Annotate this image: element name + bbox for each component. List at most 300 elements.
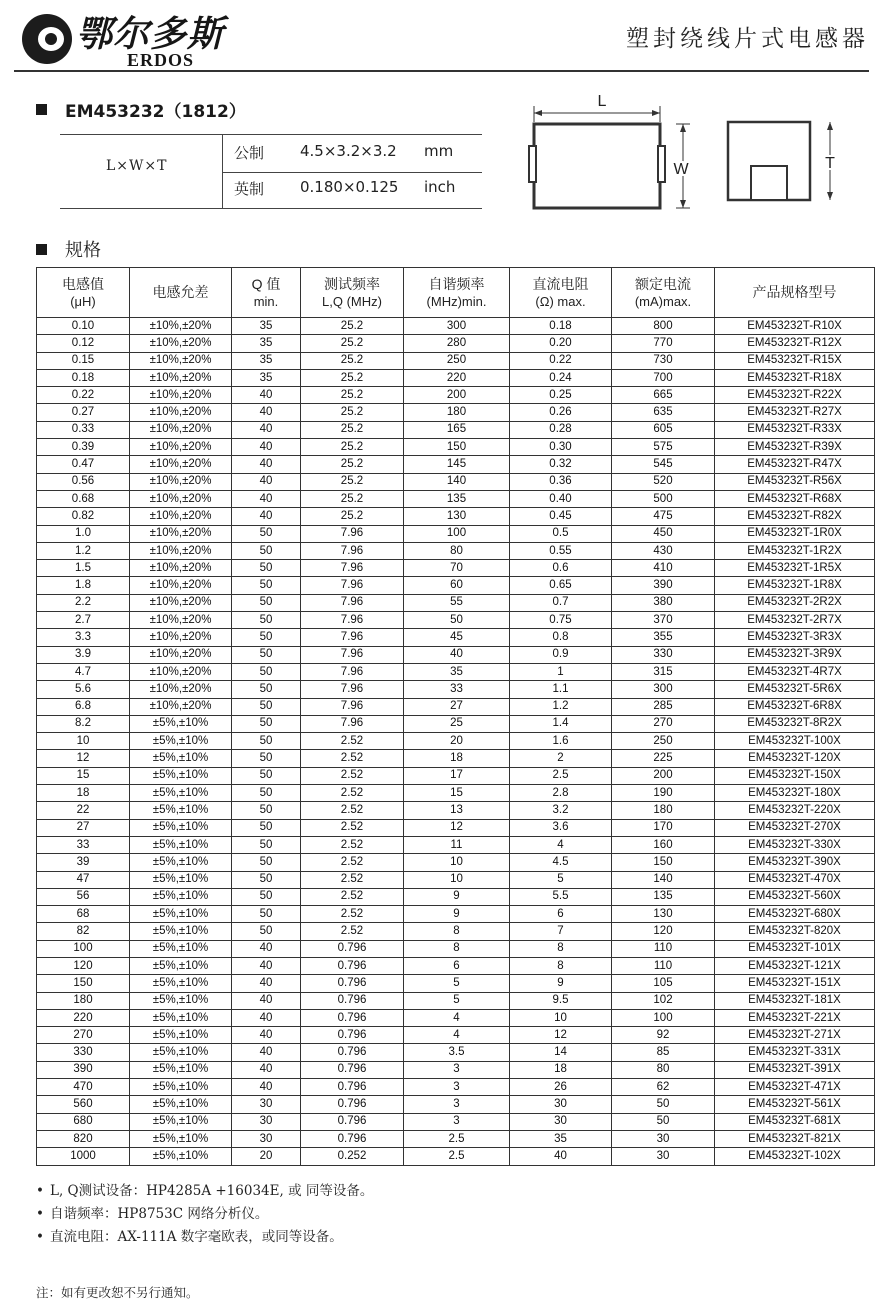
table-cell: 25.2: [301, 369, 404, 386]
dimension-mid-rule: [222, 172, 482, 173]
table-cell: 12: [510, 1027, 612, 1044]
table-cell: 82: [37, 923, 130, 940]
table-cell: ±5%,±10%: [130, 992, 232, 1009]
table-cell: 33: [404, 681, 510, 698]
table-cell: 30: [232, 1113, 301, 1130]
table-cell: 7.96: [301, 646, 404, 663]
table-cell: ±10%,±20%: [130, 560, 232, 577]
table-cell: ±5%,±10%: [130, 750, 232, 767]
table-cell: 3.6: [510, 819, 612, 836]
table-cell: 18: [404, 750, 510, 767]
table-cell: 180: [37, 992, 130, 1009]
table-cell: 27: [404, 698, 510, 715]
table-row: [37, 646, 875, 663]
table-cell: ±10%,±20%: [130, 490, 232, 507]
table-cell: 520: [612, 473, 715, 490]
table-cell: 40: [232, 975, 301, 992]
table-cell: 18: [510, 1061, 612, 1078]
length-arrow-right-icon: [652, 110, 660, 116]
table-cell: ±10%,±20%: [130, 318, 232, 335]
table-cell: 100: [612, 1009, 715, 1026]
table-row: [37, 785, 875, 802]
table-cell: 62: [612, 1079, 715, 1096]
table-cell: 8: [404, 940, 510, 957]
table-cell: 0.25: [510, 387, 612, 404]
table-cell: ±10%,±20%: [130, 681, 232, 698]
table-cell: 0.12: [37, 335, 130, 352]
table-cell: EM453232T-102X: [715, 1148, 875, 1165]
table-cell: 1.4: [510, 715, 612, 732]
table-cell: 15: [37, 767, 130, 784]
table-cell: EM453232T-1R8X: [715, 577, 875, 594]
table-cell: ±10%,±20%: [130, 387, 232, 404]
table-row: [37, 490, 875, 507]
table-cell: 35: [232, 352, 301, 369]
table-cell: 30: [510, 1096, 612, 1113]
table-row: [37, 508, 875, 525]
table-cell: EM453232T-121X: [715, 957, 875, 974]
table-cell: 135: [612, 888, 715, 905]
table-cell: 470: [37, 1079, 130, 1096]
component-body-front: [534, 124, 660, 208]
logo-english-name: ERDOS: [127, 50, 195, 70]
table-cell: EM453232T-3R3X: [715, 629, 875, 646]
table-cell: EM453232T-6R8X: [715, 698, 875, 715]
column-header: [715, 268, 875, 318]
table-cell: 1.6: [510, 733, 612, 750]
table-cell: ±10%,±20%: [130, 421, 232, 438]
column-header: [130, 268, 232, 318]
note-item: • 自谐频率：HP8753C 网络分析仪。: [36, 1203, 373, 1226]
table-row: [37, 1009, 875, 1026]
table-cell: 285: [612, 698, 715, 715]
table-cell: 35: [510, 1130, 612, 1147]
table-cell: 180: [404, 404, 510, 421]
table-cell: 300: [404, 318, 510, 335]
table-cell: 14: [510, 1044, 612, 1061]
table-cell: 50: [232, 715, 301, 732]
table-cell: 110: [612, 940, 715, 957]
table-cell: 27: [37, 819, 130, 836]
table-cell: ±5%,±10%: [130, 854, 232, 871]
table-cell: 390: [612, 577, 715, 594]
table-cell: 120: [37, 957, 130, 974]
table-cell: 0.22: [37, 387, 130, 404]
table-cell: EM453232T-390X: [715, 854, 875, 871]
table-cell: 9: [404, 906, 510, 923]
table-cell: 7.96: [301, 698, 404, 715]
table-cell: EM453232T-4R7X: [715, 663, 875, 680]
table-row: [37, 1130, 875, 1147]
table-cell: ±5%,±10%: [130, 715, 232, 732]
table-cell: 410: [612, 560, 715, 577]
table-cell: 0.24: [510, 369, 612, 386]
table-cell: ±10%,±20%: [130, 646, 232, 663]
dimension-label: L×W×T: [106, 158, 168, 174]
table-cell: 0.36: [510, 473, 612, 490]
table-cell: 0.5: [510, 525, 612, 542]
table-cell: ±5%,±10%: [130, 819, 232, 836]
table-cell: 40: [232, 1079, 301, 1096]
table-row: [37, 594, 875, 611]
table-cell: 17: [404, 767, 510, 784]
table-cell: EM453232T-1R0X: [715, 525, 875, 542]
table-cell: EM453232T-150X: [715, 767, 875, 784]
model-heading: [36, 97, 246, 122]
table-cell: 50: [232, 594, 301, 611]
table-cell: 4.5: [510, 854, 612, 871]
table-row: [37, 629, 875, 646]
table-cell: 0.47: [37, 456, 130, 473]
table-cell: 10: [510, 1009, 612, 1026]
table-cell: ±5%,±10%: [130, 975, 232, 992]
table-cell: 605: [612, 421, 715, 438]
table-cell: 2.8: [510, 785, 612, 802]
table-cell: 25.2: [301, 387, 404, 404]
table-cell: 50: [232, 767, 301, 784]
table-cell: 150: [612, 854, 715, 871]
dimension-top-rule: [60, 134, 482, 135]
table-cell: 25.2: [301, 335, 404, 352]
table-cell: EM453232T-821X: [715, 1130, 875, 1147]
table-cell: 40: [232, 387, 301, 404]
column-header: [404, 268, 510, 318]
table-cell: 3: [404, 1096, 510, 1113]
table-cell: EM453232T-8R2X: [715, 715, 875, 732]
table-cell: ±5%,±10%: [130, 871, 232, 888]
table-cell: 0.796: [301, 1113, 404, 1130]
header-divider: [14, 70, 869, 72]
table-cell: 7.96: [301, 542, 404, 559]
table-cell: ±10%,±20%: [130, 629, 232, 646]
table-row: [37, 473, 875, 490]
table-cell: ±5%,±10%: [130, 888, 232, 905]
table-cell: 8: [510, 940, 612, 957]
thickness-arrow-top-icon: [827, 122, 833, 130]
column-header: [37, 268, 130, 318]
table-cell: ±5%,±10%: [130, 923, 232, 940]
table-cell: ±10%,±20%: [130, 542, 232, 559]
table-cell: 2.52: [301, 923, 404, 940]
table-cell: 3.5: [404, 1044, 510, 1061]
table-cell: 2.52: [301, 750, 404, 767]
table-cell: ±10%,±20%: [130, 369, 232, 386]
table-cell: 730: [612, 352, 715, 369]
table-cell: 25.2: [301, 439, 404, 456]
table-cell: 220: [37, 1009, 130, 1026]
table-cell: ±5%,±10%: [130, 957, 232, 974]
table-cell: 30: [232, 1130, 301, 1147]
width-arrow-bottom-icon: [680, 200, 686, 208]
table-cell: 0.796: [301, 1027, 404, 1044]
table-cell: 820: [37, 1130, 130, 1147]
table-cell: 0.796: [301, 1079, 404, 1096]
table-cell: 80: [404, 542, 510, 559]
terminal-left: [529, 146, 536, 182]
table-cell: EM453232T-R82X: [715, 508, 875, 525]
table-row: [37, 1096, 875, 1113]
table-cell: 355: [612, 629, 715, 646]
note-item: • 直流电阻：AX-111A 数字毫欧表，或同等设备。: [36, 1226, 373, 1249]
table-cell: 0.796: [301, 1044, 404, 1061]
table-cell: 130: [404, 508, 510, 525]
table-cell: 30: [612, 1130, 715, 1147]
spec-heading: [36, 236, 101, 262]
table-cell: 25.2: [301, 473, 404, 490]
column-header-label: 电感允差: [152, 284, 209, 300]
table-cell: 545: [612, 456, 715, 473]
table-row: [37, 836, 875, 853]
table-cell: 68: [37, 906, 130, 923]
table-cell: ±10%,±20%: [130, 439, 232, 456]
table-cell: 7.96: [301, 577, 404, 594]
bullet-square-icon: [36, 104, 47, 115]
column-header-unit: (mA)max.: [634, 293, 692, 309]
note-item: • L, Q测试设备：HP4285A +16034E, 或 同等设备。: [36, 1180, 373, 1203]
table-cell: 50: [232, 888, 301, 905]
table-cell: 50: [232, 698, 301, 715]
bullet-square-icon: [36, 244, 47, 255]
table-row: [37, 767, 875, 784]
table-cell: ±10%,±20%: [130, 698, 232, 715]
table-cell: 8: [510, 957, 612, 974]
table-cell: 5: [404, 975, 510, 992]
table-cell: ±5%,±10%: [130, 1061, 232, 1078]
table-cell: 0.796: [301, 992, 404, 1009]
table-cell: EM453232T-R33X: [715, 421, 875, 438]
table-cell: 10: [404, 871, 510, 888]
table-cell: 20: [404, 733, 510, 750]
table-cell: 2.52: [301, 802, 404, 819]
table-cell: 430: [612, 542, 715, 559]
table-cell: 0.796: [301, 975, 404, 992]
table-cell: 3.9: [37, 646, 130, 663]
column-header: [612, 268, 715, 318]
table-cell: 0.32: [510, 456, 612, 473]
table-cell: EM453232T-220X: [715, 802, 875, 819]
table-cell: 50: [232, 663, 301, 680]
table-cell: 50: [232, 854, 301, 871]
table-cell: 4: [404, 1027, 510, 1044]
dimension-divider: [222, 134, 223, 208]
table-cell: 30: [510, 1113, 612, 1130]
table-row: [37, 940, 875, 957]
table-cell: ±5%,±10%: [130, 802, 232, 819]
table-cell: ±5%,±10%: [130, 767, 232, 784]
table-cell: 47: [37, 871, 130, 888]
table-cell: 0.15: [37, 352, 130, 369]
column-header: [232, 268, 301, 318]
imperial-label: 英制: [234, 180, 265, 198]
table-cell: 0.796: [301, 940, 404, 957]
table-cell: 25.2: [301, 421, 404, 438]
table-cell: EM453232T-221X: [715, 1009, 875, 1026]
table-row: [37, 1044, 875, 1061]
table-cell: 225: [612, 750, 715, 767]
table-cell: 40: [232, 490, 301, 507]
table-cell: 15: [404, 785, 510, 802]
table-row: [37, 1113, 875, 1130]
table-cell: 25.2: [301, 352, 404, 369]
column-header-unit: (Ω) max.: [535, 293, 586, 309]
table-cell: EM453232T-R47X: [715, 456, 875, 473]
outline-diagram: [520, 86, 835, 216]
column-header: [301, 268, 404, 318]
table-cell: 2.52: [301, 888, 404, 905]
table-cell: 270: [612, 715, 715, 732]
table-cell: 12: [37, 750, 130, 767]
table-cell: 0.55: [510, 542, 612, 559]
table-cell: EM453232T-561X: [715, 1096, 875, 1113]
table-cell: 50: [232, 785, 301, 802]
table-cell: EM453232T-R10X: [715, 318, 875, 335]
table-row: [37, 542, 875, 559]
table-cell: 55: [404, 594, 510, 611]
table-row: [37, 871, 875, 888]
imperial-value: 0.180×0.125: [300, 178, 399, 196]
table-cell: 270: [37, 1027, 130, 1044]
table-cell: 0.9: [510, 646, 612, 663]
table-cell: 25.2: [301, 508, 404, 525]
table-cell: ±5%,±10%: [130, 1079, 232, 1096]
table-cell: 2.52: [301, 906, 404, 923]
table-cell: 2.52: [301, 767, 404, 784]
table-cell: ±5%,±10%: [130, 906, 232, 923]
table-cell: 3.2: [510, 802, 612, 819]
column-header-label: 产品规格型号: [752, 284, 837, 300]
table-cell: 665: [612, 387, 715, 404]
table-cell: 45: [404, 629, 510, 646]
table-cell: ±10%,±20%: [130, 456, 232, 473]
table-cell: EM453232T-R22X: [715, 387, 875, 404]
table-cell: EM453232T-R68X: [715, 490, 875, 507]
table-cell: ±10%,±20%: [130, 663, 232, 680]
table-cell: 0.8: [510, 629, 612, 646]
table-row: [37, 923, 875, 940]
table-cell: ±10%,±20%: [130, 508, 232, 525]
table-cell: 7.96: [301, 715, 404, 732]
table-cell: 70: [404, 560, 510, 577]
table-cell: 1.2: [37, 542, 130, 559]
table-cell: 2.7: [37, 612, 130, 629]
table-cell: 6.8: [37, 698, 130, 715]
table-cell: 5: [510, 871, 612, 888]
table-cell: 50: [612, 1096, 715, 1113]
table-cell: 2.52: [301, 733, 404, 750]
table-cell: ±5%,±10%: [130, 836, 232, 853]
table-cell: 7.96: [301, 612, 404, 629]
table-row: [37, 698, 875, 715]
table-row: [37, 715, 875, 732]
table-cell: 50: [232, 646, 301, 663]
table-cell: 4.7: [37, 663, 130, 680]
table-cell: 4: [510, 836, 612, 853]
table-cell: EM453232T-470X: [715, 871, 875, 888]
table-cell: 7.96: [301, 629, 404, 646]
table-cell: 130: [612, 906, 715, 923]
table-cell: EM453232T-R56X: [715, 473, 875, 490]
table-cell: ±5%,±10%: [130, 1113, 232, 1130]
table-cell: 0.28: [510, 421, 612, 438]
table-cell: 100: [404, 525, 510, 542]
table-cell: 140: [404, 473, 510, 490]
table-cell: 280: [404, 335, 510, 352]
table-row: [37, 404, 875, 421]
table-cell: EM453232T-180X: [715, 785, 875, 802]
table-row: [37, 1079, 875, 1096]
table-cell: 0.796: [301, 1009, 404, 1026]
length-label: L: [597, 93, 607, 110]
table-cell: 40: [232, 404, 301, 421]
table-cell: 680: [37, 1113, 130, 1130]
table-cell: 50: [612, 1113, 715, 1130]
table-cell: EM453232T-560X: [715, 888, 875, 905]
table-cell: EM453232T-330X: [715, 836, 875, 853]
table-cell: 40: [232, 473, 301, 490]
table-cell: EM453232T-120X: [715, 750, 875, 767]
table-cell: ±5%,±10%: [130, 940, 232, 957]
table-cell: ±10%,±20%: [130, 352, 232, 369]
table-cell: 300: [612, 681, 715, 698]
table-cell: 0.30: [510, 439, 612, 456]
column-header-label: 直流电阻: [532, 275, 589, 292]
table-cell: EM453232T-391X: [715, 1061, 875, 1078]
table-cell: 560: [37, 1096, 130, 1113]
table-cell: 1.8: [37, 577, 130, 594]
column-header-label: 自谐频率: [428, 275, 485, 292]
table-cell: 190: [612, 785, 715, 802]
dimension-table: [60, 130, 482, 210]
table-cell: 0.252: [301, 1148, 404, 1165]
table-cell: EM453232T-181X: [715, 992, 875, 1009]
table-row: [37, 854, 875, 871]
table-cell: 4: [404, 1009, 510, 1026]
table-row: [37, 318, 875, 335]
test-notes: [36, 1180, 373, 1249]
table-cell: 140: [612, 871, 715, 888]
dimension-bottom-rule: [60, 208, 482, 209]
table-cell: 50: [232, 923, 301, 940]
table-cell: 10: [404, 854, 510, 871]
table-cell: ±10%,±20%: [130, 473, 232, 490]
table-cell: 2.52: [301, 836, 404, 853]
logo-chinese-name: 鄂尔多斯: [76, 13, 225, 55]
table-cell: EM453232T-2R7X: [715, 612, 875, 629]
table-cell: 105: [612, 975, 715, 992]
table-cell: 0.26: [510, 404, 612, 421]
table-row: [37, 525, 875, 542]
table-cell: EM453232T-2R2X: [715, 594, 875, 611]
table-cell: 50: [232, 750, 301, 767]
table-cell: 180: [612, 802, 715, 819]
table-cell: 1.5: [37, 560, 130, 577]
table-cell: 56: [37, 888, 130, 905]
table-cell: 200: [612, 767, 715, 784]
table-cell: ±10%,±20%: [130, 404, 232, 421]
table-cell: EM453232T-1R5X: [715, 560, 875, 577]
table-cell: EM453232T-R12X: [715, 335, 875, 352]
table-cell: ±5%,±10%: [130, 785, 232, 802]
table-cell: ±5%,±10%: [130, 1044, 232, 1061]
table-row: [37, 663, 875, 680]
table-cell: 60: [404, 577, 510, 594]
table-cell: 250: [404, 352, 510, 369]
table-row: [37, 957, 875, 974]
thickness-arrow-bottom-icon: [827, 192, 833, 200]
table-cell: 7: [510, 923, 612, 940]
table-cell: 1: [510, 663, 612, 680]
length-arrow-left-icon: [534, 110, 542, 116]
